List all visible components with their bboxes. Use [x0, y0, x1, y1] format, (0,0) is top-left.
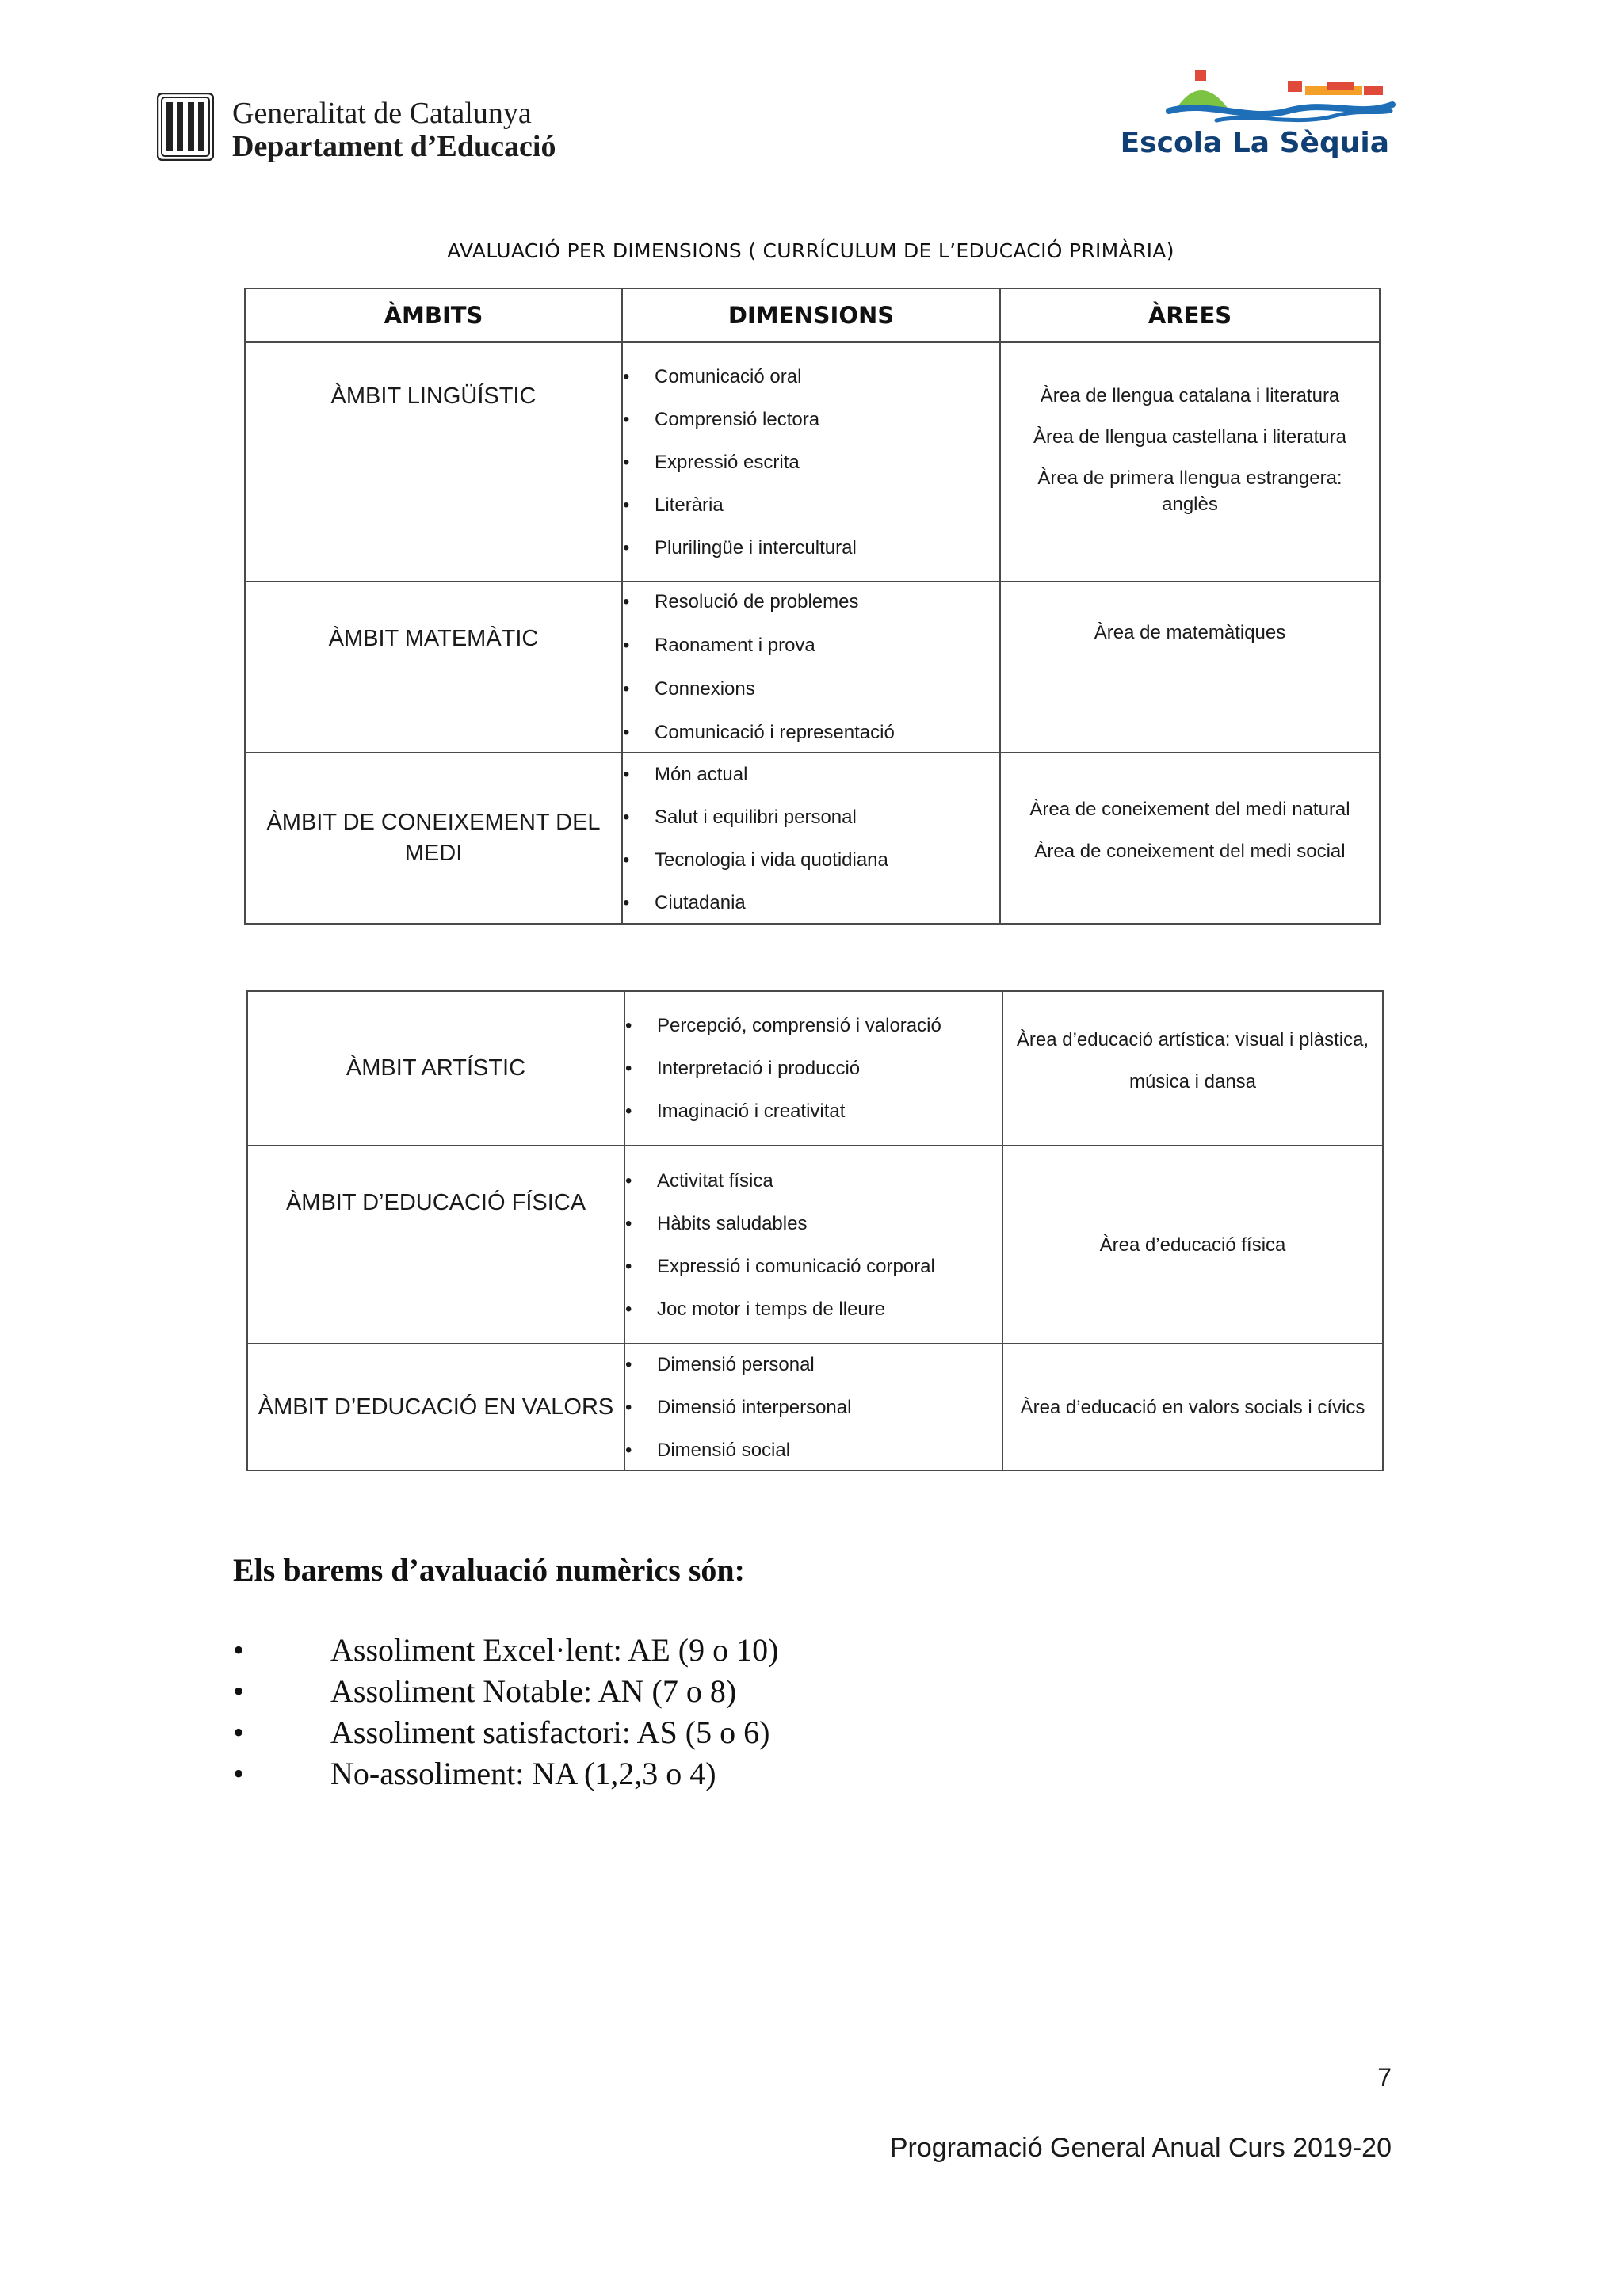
scale-item [233, 1753, 778, 1794]
ambit-cell: ÀMBIT ARTÍSTIC [247, 991, 624, 1146]
table-row [245, 342, 1380, 582]
area-item: Àrea de primera llengua estrangera: anglès [1037, 467, 1342, 515]
ambit-cell: ÀMBIT DE CONEIXEMENT DEL MEDI [245, 753, 622, 924]
area-item: Àrea d’educació física [1099, 1234, 1286, 1256]
dimension-item: • Literària [623, 492, 999, 518]
area-item: Àrea de coneixement del medi natural [1029, 799, 1350, 820]
dimensions-cell [622, 582, 1000, 753]
areas-cell [1002, 1146, 1383, 1344]
dimension-item: • Comunicació oral [623, 364, 999, 390]
scale-item [233, 1630, 778, 1671]
dimensions-list [625, 1168, 1002, 1322]
table-header-row [245, 288, 1380, 342]
areas-cell [1000, 582, 1380, 753]
area-item: Àrea de matemàtiques [1094, 622, 1286, 643]
dimension-item: • Salut i equilibri personal [623, 804, 999, 830]
dimensions-cell [624, 1146, 1002, 1344]
generalitat-text [232, 96, 556, 162]
dimension-item: • Raonament i prova [623, 632, 999, 658]
school-logo-icon [1161, 70, 1399, 127]
areas-cell [1000, 753, 1380, 924]
dimensions-list [623, 589, 999, 746]
bullet-icon: • [233, 1714, 245, 1750]
areas-cell [1000, 342, 1380, 582]
bullet-icon: • [233, 1673, 245, 1709]
dimension-item: • Comprensió lectora [623, 406, 999, 433]
footer-text: Programació General Anual Curs 2019-20 [889, 2133, 1392, 2163]
dimension-item: • Dimensió personal [625, 1352, 1002, 1378]
bullet-icon: • [233, 1632, 245, 1668]
scale-item-text: Assoliment satisfactori: AS (5 o 6) [330, 1714, 770, 1750]
table-row [247, 1146, 1383, 1344]
dimensions-list [623, 364, 999, 561]
dimensions-list [623, 761, 999, 916]
dimension-item: • Ciutadania [623, 890, 999, 916]
scale-title: Els barems d’avaluació numèrics són: [233, 1552, 745, 1588]
dimensions-list [625, 1013, 1002, 1124]
scale-list [233, 1630, 778, 1794]
header-dimensions: DIMENSIONS [622, 288, 1000, 342]
dimension-item: • Món actual [623, 761, 999, 788]
areas-cell [1002, 991, 1383, 1146]
area-item: Àrea de llengua castellana i literatura [1033, 426, 1346, 448]
scale-item-text: Assoliment Notable: AN (7 o 8) [330, 1673, 737, 1709]
scale-item-text: Assoliment Excel·lent: AE (9 o 10) [330, 1632, 779, 1668]
gov-line-1: Generalitat de Catalunya [232, 97, 532, 130]
generalitat-emblem-icon [157, 93, 214, 161]
area-item: Àrea d’educació en valors socials i cívics [1020, 1396, 1365, 1418]
dimension-item: • Resolució de problemes [623, 589, 999, 615]
scale-item [233, 1712, 778, 1753]
dimensions-cell [624, 991, 1002, 1146]
dimension-item: • Plurilingüe i intercultural [623, 535, 999, 561]
table-row [245, 753, 1380, 924]
header-arees: ÀREES [1000, 288, 1380, 342]
dimension-item: • Interpretació i producció [625, 1055, 1002, 1081]
header-ambits: ÀMBITS [245, 288, 622, 342]
dimension-item: • Connexions [623, 676, 999, 702]
ambit-cell: ÀMBIT D’EDUCACIÓ FÍSICA [247, 1146, 624, 1344]
dimension-item: • Dimensió social [625, 1437, 1002, 1463]
dimension-item: • Tecnologia i vida quotidiana [623, 847, 999, 873]
dimensions-cell [622, 342, 1000, 582]
dimensions-table-1 [244, 288, 1381, 925]
scale-item [233, 1671, 778, 1712]
ambit-cell: ÀMBIT MATEMÀTIC [245, 582, 622, 753]
dimension-item: • Comunicació i representació [623, 719, 999, 746]
area-item: Àrea de llengua catalana i literatura [1040, 385, 1340, 406]
dimension-item: • Dimensió interpersonal [625, 1394, 1002, 1421]
dimension-item: • Expressió escrita [623, 449, 999, 475]
bullet-icon: • [233, 1756, 245, 1791]
dimension-item: • Activitat física [625, 1168, 1002, 1194]
area-item: Àrea de coneixement del medi social [1034, 841, 1346, 862]
dimensions-cell [622, 753, 1000, 924]
dimension-item: • Hàbits saludables [625, 1211, 1002, 1237]
table-row [245, 582, 1380, 753]
ambit-cell: ÀMBIT D’EDUCACIÓ EN VALORS [247, 1344, 624, 1470]
dimension-item: • Expressió i comunicació corporal [625, 1253, 1002, 1280]
areas-cell [1002, 1344, 1383, 1470]
document-title: AVALUACIÓ PER DIMENSIONS ( CURRÍCULUM DE L’EDUCACIÓ PRIMÀRIA) [447, 239, 1174, 262]
page-number: 7 [1377, 2063, 1392, 2092]
table-row [247, 1344, 1383, 1470]
dimensions-list [625, 1352, 1002, 1463]
dimensions-cell [624, 1344, 1002, 1470]
ambit-cell: ÀMBIT LINGÜÍSTIC [245, 342, 622, 582]
area-item: Àrea d’educació artística: visual i plàstica, [1016, 1028, 1369, 1051]
dimension-item: • Percepció, comprensió i valoració [625, 1013, 1002, 1039]
area-item: música i dansa [1128, 1070, 1257, 1093]
dimension-item: • Imaginació i creativitat [625, 1098, 1002, 1124]
school-header [1120, 70, 1399, 163]
dimensions-table-2 [246, 990, 1384, 1471]
dimension-item: • Joc motor i temps de lleure [625, 1296, 1002, 1322]
table-row [247, 991, 1383, 1146]
scale-item-text: No-assoliment: NA (1,2,3 o 4) [330, 1756, 716, 1791]
school-name: Escola La Sèquia [1120, 127, 1389, 159]
gov-line-2: Departament d’Educació [232, 130, 556, 163]
